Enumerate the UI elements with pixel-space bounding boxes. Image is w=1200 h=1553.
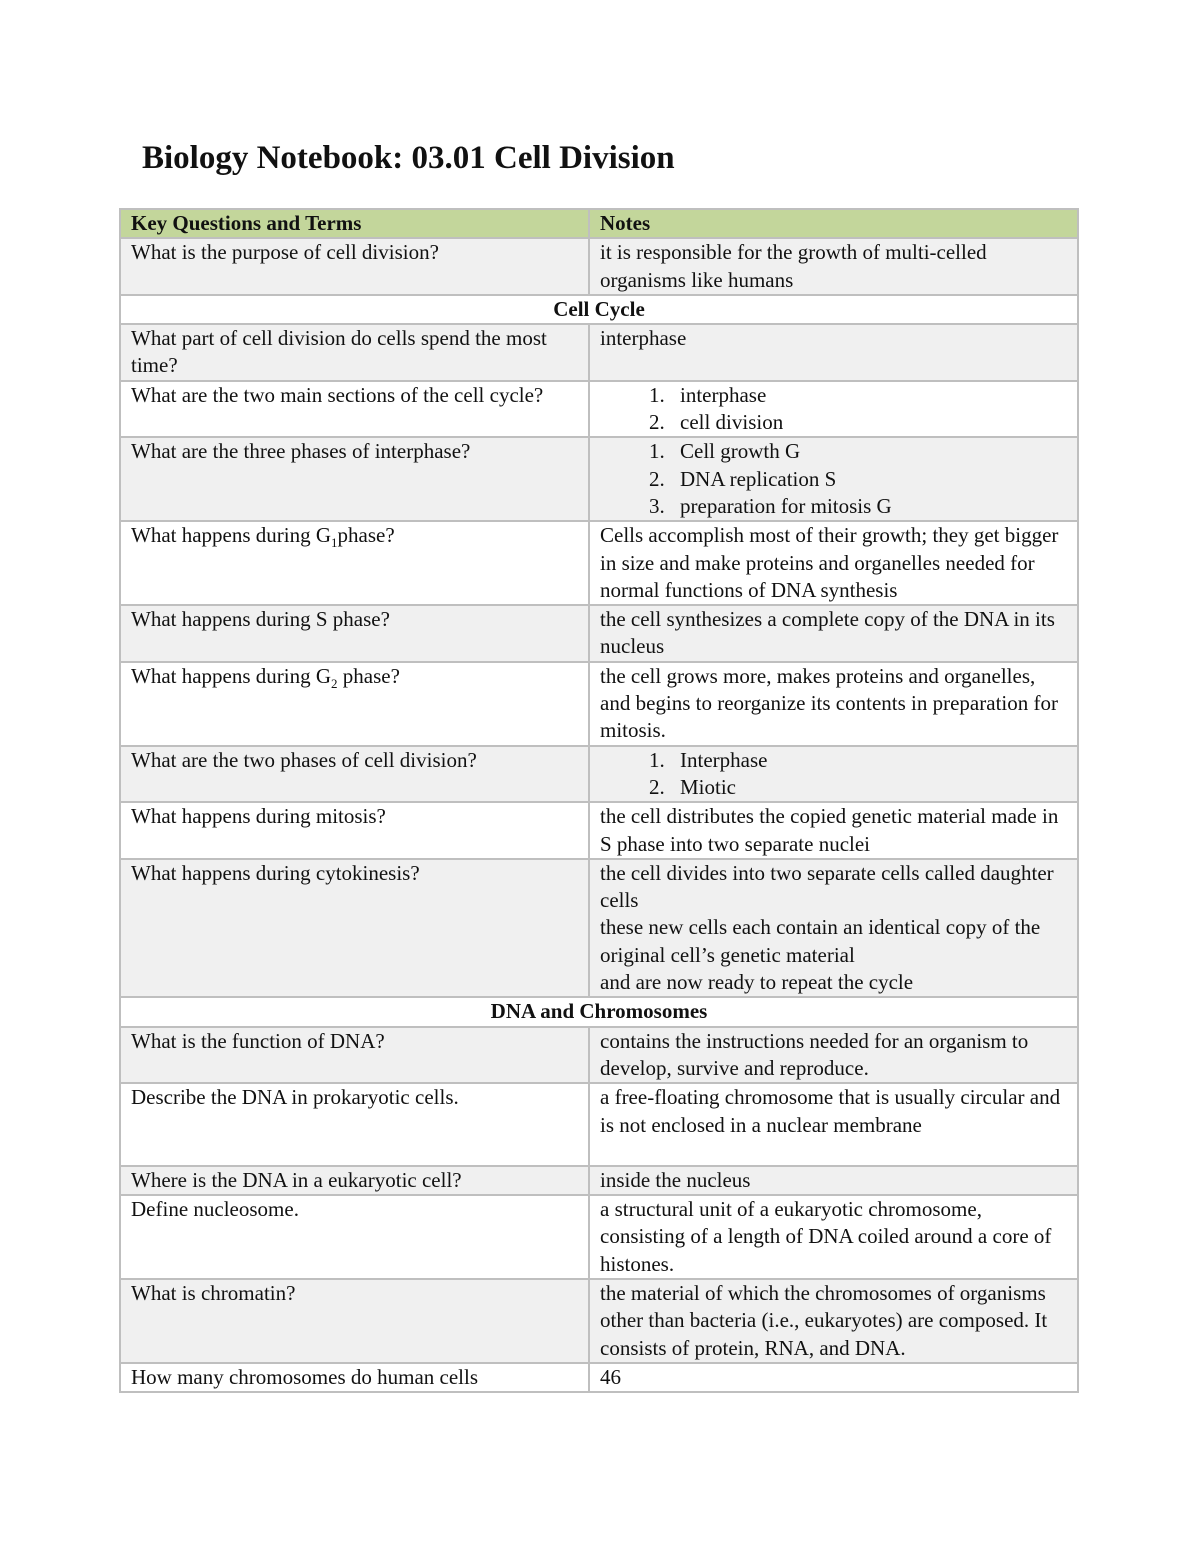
question-cell: What are the two phases of cell division? bbox=[120, 746, 589, 803]
section-title: Cell Cycle bbox=[120, 295, 1078, 324]
section-row-cell-cycle bbox=[120, 295, 1078, 324]
table-row bbox=[120, 521, 1078, 605]
question-cell: How many chromosomes do human cells bbox=[120, 1363, 589, 1392]
answer-cell: a structural unit of a eukaryotic chromosome, consisting of a length of DNA coiled around a core of histones. bbox=[589, 1195, 1078, 1279]
answer-cell: the cell synthesizes a complete copy of the DNA in its nucleus bbox=[589, 605, 1078, 662]
numbered-list bbox=[600, 382, 1067, 437]
numbered-list bbox=[600, 747, 1067, 802]
question-cell: What part of cell division do cells spend the most time? bbox=[120, 324, 589, 381]
table-header-row bbox=[120, 209, 1078, 238]
answer-line: these new cells each contain an identical copy of the original cell’s genetic material bbox=[600, 915, 1041, 967]
question-cell bbox=[120, 521, 589, 605]
answer-line: and are now ready to repeat the cycle bbox=[600, 970, 914, 995]
answer-cell: the material of which the chromosomes of organisms other than bacteria (i.e., eukaryotes) are composed. It consists of protein, RNA, and DNA. bbox=[589, 1279, 1078, 1363]
answer-cell bbox=[589, 859, 1078, 997]
answer-cell: 46 bbox=[589, 1363, 1078, 1392]
table-row bbox=[120, 662, 1078, 746]
answer-cell: Cells accomplish most of their growth; they get bigger in size and make proteins and organelles needed for normal functions of DNA synthesis bbox=[589, 521, 1078, 605]
subscript: 2 bbox=[331, 675, 338, 691]
question-cell: What are the two main sections of the cell cycle? bbox=[120, 381, 589, 438]
table-row bbox=[120, 1166, 1078, 1195]
table-row bbox=[120, 802, 1078, 859]
table-row bbox=[120, 324, 1078, 381]
question-cell: What is chromatin? bbox=[120, 1279, 589, 1363]
table-row bbox=[120, 1195, 1078, 1279]
table-row bbox=[120, 1279, 1078, 1363]
page-title: Biology Notebook: 03.01 Cell Division bbox=[142, 140, 675, 176]
notes-table bbox=[119, 208, 1079, 1393]
table-row bbox=[120, 1363, 1078, 1392]
question-text: What happens during G bbox=[131, 523, 332, 548]
answer-cell: interphase bbox=[589, 324, 1078, 381]
list-item: 2. cell division bbox=[670, 409, 1067, 436]
table-row bbox=[120, 1083, 1078, 1166]
table-row bbox=[120, 1027, 1078, 1084]
table-row bbox=[120, 437, 1078, 521]
table-row bbox=[120, 605, 1078, 662]
list-item: 2. DNA replication S bbox=[670, 466, 1067, 493]
header-questions: Key Questions and Terms bbox=[120, 209, 589, 238]
section-title: DNA and Chromosomes bbox=[120, 997, 1078, 1026]
list-item: 1. Cell growth G bbox=[670, 438, 1067, 465]
subscript: 1 bbox=[331, 535, 338, 551]
answer-cell bbox=[589, 746, 1078, 803]
list-item: 1. Interphase bbox=[670, 747, 1067, 774]
header-notes: Notes bbox=[589, 209, 1078, 238]
section-row-dna bbox=[120, 997, 1078, 1026]
question-cell: What is the purpose of cell division? bbox=[120, 238, 589, 295]
question-cell: Define nucleosome. bbox=[120, 1195, 589, 1279]
question-text: What happens during G bbox=[131, 663, 332, 688]
table-row bbox=[120, 238, 1078, 295]
question-text: phase? bbox=[337, 663, 400, 688]
list-item: 3. preparation for mitosis G bbox=[670, 493, 1067, 520]
answer-line: the cell divides into two separate cells called daughter cells bbox=[600, 860, 1054, 913]
question-cell: Where is the DNA in a eukaryotic cell? bbox=[120, 1166, 589, 1195]
table-row bbox=[120, 859, 1078, 997]
question-cell: Describe the DNA in prokaryotic cells. bbox=[120, 1083, 589, 1166]
question-cell: What are the three phases of interphase? bbox=[120, 437, 589, 521]
answer-cell: a free-floating chromosome that is usually circular and is not enclosed in a nuclear membrane bbox=[589, 1083, 1078, 1166]
answer-cell bbox=[589, 381, 1078, 438]
question-cell: What happens during S phase? bbox=[120, 605, 589, 662]
answer-cell: contains the instructions needed for an organism to develop, survive and reproduce. bbox=[589, 1027, 1078, 1084]
list-item: 2. Miotic bbox=[670, 774, 1067, 801]
question-cell: What happens during cytokinesis? bbox=[120, 859, 589, 997]
table-row bbox=[120, 746, 1078, 803]
question-cell: What is the function of DNA? bbox=[120, 1027, 589, 1084]
table-row bbox=[120, 381, 1078, 438]
question-cell bbox=[120, 662, 589, 746]
question-cell: What happens during mitosis? bbox=[120, 802, 589, 859]
answer-cell: the cell grows more, makes proteins and organelles, and begins to reorganize its contents in preparation for mitosis. bbox=[589, 662, 1078, 746]
numbered-list bbox=[600, 438, 1067, 520]
answer-cell: it is responsible for the growth of multi-celled organisms like humans bbox=[589, 238, 1078, 295]
question-text: phase? bbox=[337, 523, 395, 548]
answer-cell: inside the nucleus bbox=[589, 1166, 1078, 1195]
answer-cell bbox=[589, 437, 1078, 521]
list-item: 1. interphase bbox=[670, 382, 1067, 409]
answer-cell: the cell distributes the copied genetic material made in S phase into two separate nuclei bbox=[589, 802, 1078, 859]
